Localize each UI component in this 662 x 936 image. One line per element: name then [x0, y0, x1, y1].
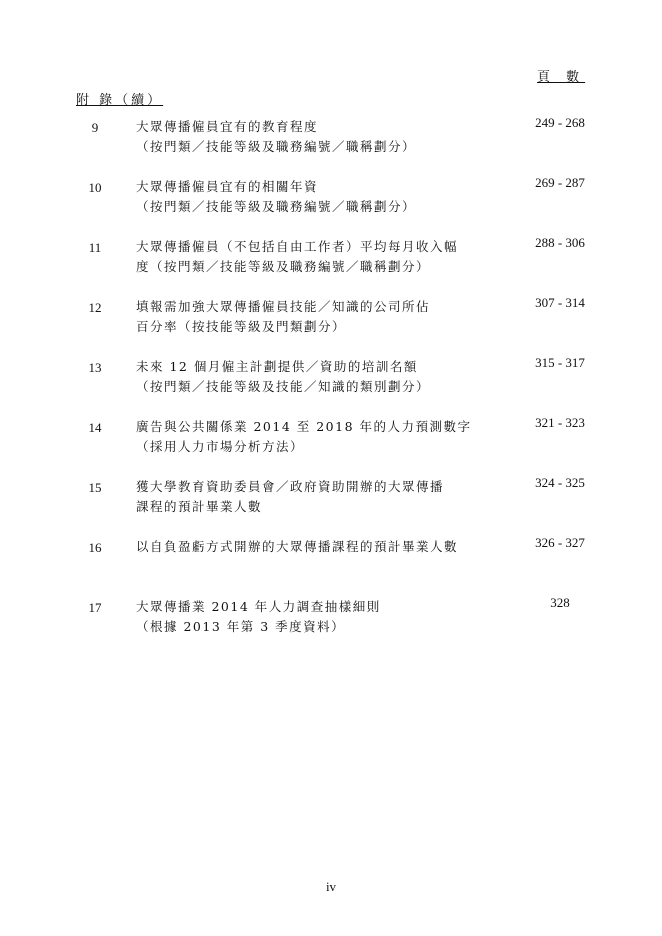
section-title: 附 錄（續）: [76, 93, 164, 108]
entry-title: [136, 597, 506, 637]
entry-page-range: 269 - 287: [535, 175, 585, 190]
entry-title-line: （按門類／技能等級及技能／知識的類別劃分）: [136, 379, 431, 394]
entry-title-line: 大眾傳播業 2014 年人力調查抽樣細則: [136, 599, 381, 614]
entry-title-line: 獲大學教育資助委員會／政府資助開辦的大眾傳播: [136, 479, 445, 494]
entry-title-line: 大眾傳播僱員宜有的教育程度: [136, 119, 319, 134]
entry-title-line: 廣告與公共關係業 2014 至 2018 年的人力預測數字: [136, 419, 472, 434]
entry-title-line: （採用人力市場分析方法）: [136, 439, 305, 454]
entry-title-line: 度（按門類／技能等級及職務編號／職稱劃分）: [136, 259, 431, 274]
entry-title: [136, 237, 506, 277]
entry-page-range: 326 - 327: [535, 535, 585, 550]
entry-number: 10: [88, 180, 102, 195]
entry-page-range: 328: [550, 595, 570, 610]
appendix-entry[interactable]: [0, 595, 662, 655]
entry-page-range: 321 - 323: [535, 415, 585, 430]
entry-number: 9: [91, 120, 99, 135]
appendix-list: [0, 115, 662, 655]
entry-title-line: （按門類／技能等級及職務編號／職稱劃分）: [136, 139, 417, 154]
appendix-entry[interactable]: [0, 175, 662, 235]
entry-title: [136, 177, 506, 217]
entry-title-line: 大眾傳播僱員（不包括自由工作者）平均每月收入幅: [136, 239, 459, 254]
entry-number: 12: [88, 300, 102, 315]
entry-page-range: 315 - 317: [535, 355, 585, 370]
entry-title: [136, 477, 506, 517]
entry-title: [136, 417, 506, 457]
entry-title-line: 未來 12 個月僱主計劃提供／資助的培訓名額: [136, 359, 418, 374]
entry-number: 16: [88, 540, 102, 555]
entry-page-range: 249 - 268: [535, 115, 585, 130]
entry-page-range: 307 - 314: [535, 295, 585, 310]
entry-number: 15: [88, 480, 102, 495]
entry-title-line: 填報需加強大眾傳播僱員技能／知識的公司所佔: [136, 299, 431, 314]
entry-page-range: 324 - 325: [535, 475, 585, 490]
entry-title: [136, 297, 506, 337]
entry-title: [136, 537, 506, 557]
entry-number: 11: [88, 240, 102, 255]
appendix-entry[interactable]: [0, 235, 662, 295]
entry-title-line: 大眾傳播僱員宜有的相關年資: [136, 179, 319, 194]
entry-title-line: （根據 2013 年第 3 季度資料）: [136, 619, 346, 634]
entry-title: [136, 357, 506, 397]
appendix-entry[interactable]: [0, 355, 662, 415]
appendix-entry[interactable]: [0, 535, 662, 595]
appendix-entry[interactable]: [0, 115, 662, 175]
entry-number: 14: [88, 420, 102, 435]
page-column-heading: 頁 數: [537, 70, 586, 85]
appendix-entry[interactable]: [0, 415, 662, 475]
entry-title: [136, 117, 506, 157]
entry-title-line: 課程的預計畢業人數: [136, 499, 263, 514]
appendix-entry[interactable]: [0, 295, 662, 355]
entry-title-line: 以自負盈虧方式開辦的大眾傳播課程的預計畢業人數: [136, 539, 459, 554]
entry-title-line: 百分率（按技能等級及門類劃分）: [136, 319, 347, 334]
entry-page-range: 288 - 306: [535, 235, 585, 250]
entry-title-line: （按門類／技能等級及職務編號／職稱劃分）: [136, 199, 417, 214]
page-number: iv: [325, 879, 337, 894]
appendix-entry[interactable]: [0, 475, 662, 535]
entry-number: 13: [88, 360, 102, 375]
entry-number: 17: [88, 600, 102, 615]
